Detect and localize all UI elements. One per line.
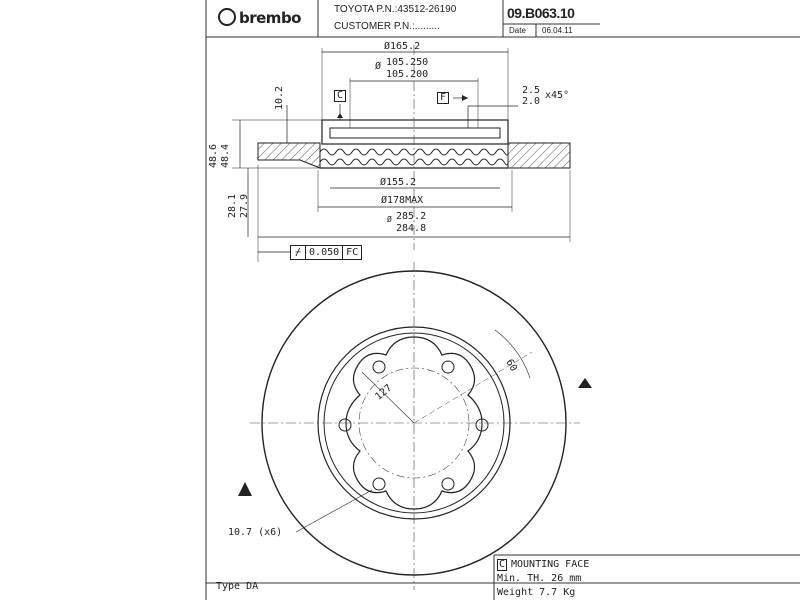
datum-f-box: F xyxy=(437,92,449,104)
hat-inner xyxy=(330,128,500,138)
type-label: Type DA xyxy=(216,581,259,592)
pcd-leader xyxy=(362,372,414,423)
dim-48-upper: 48.6 xyxy=(208,143,219,168)
brembo-mark-icon xyxy=(218,8,236,26)
bolt-hole-4 xyxy=(442,478,454,490)
date-value: 06.04.11 xyxy=(542,26,573,35)
dim-178-label: Ø178MAX xyxy=(381,195,424,206)
bolt-hole-5 xyxy=(373,478,385,490)
datum-c-arrow xyxy=(337,113,343,118)
note-min-thickness: Min. TH. 26 mm xyxy=(497,573,582,584)
chamfer-lower: 2.0 xyxy=(522,96,541,107)
dim-28-upper: 28.1 xyxy=(227,193,238,218)
hole-callout-label: 10.7 (x6) xyxy=(228,527,283,538)
hole-callout-leader xyxy=(296,490,372,532)
datum-f-arrow xyxy=(462,95,468,101)
note-mounting-face: MOUNTING FACE xyxy=(511,559,590,570)
dim-105-symbol: Ø xyxy=(375,61,382,72)
bolt-hole-2 xyxy=(442,361,454,373)
toyota-part-number: TOYOTA P.N.:43512-26190 xyxy=(334,4,457,15)
front-view xyxy=(238,262,592,590)
dim-105-upper: 105.250 xyxy=(386,57,429,68)
brand-name: brembo xyxy=(239,9,301,27)
customer-part-number: CUSTOMER P.N.:......... xyxy=(334,21,440,32)
runout-symbol-icon: ⌿ xyxy=(291,246,306,259)
pcd-label: 127 xyxy=(373,382,395,403)
rotation-arrow-left xyxy=(238,482,252,496)
date-label: Date xyxy=(509,26,526,35)
bolt-hole-1 xyxy=(373,361,385,373)
dim-155-label: Ø155.2 xyxy=(380,177,417,188)
dim-285-upper: 285.2 xyxy=(396,211,427,222)
rotation-arrow-right xyxy=(578,378,592,388)
runout-value: 0.050 xyxy=(306,246,343,259)
dim-285-lower: 284.8 xyxy=(396,223,427,234)
datum-c-box: C xyxy=(334,90,346,102)
note-datum-c: C xyxy=(499,559,506,570)
bolt-hole-6 xyxy=(339,419,351,431)
dim-285-symbol: Ø xyxy=(387,215,392,224)
brembo-part-number: 09.B063.10 xyxy=(507,5,575,21)
runout-tolerance-frame xyxy=(290,245,362,260)
chamfer-upper: 2.5 xyxy=(522,85,541,96)
note-weight: Weight 7.7 Kg xyxy=(497,587,576,598)
brand-logo xyxy=(218,8,301,27)
dim-10-label: 10.2 xyxy=(274,85,285,110)
dim-105-lower: 105.200 xyxy=(386,69,429,80)
left-ring-section xyxy=(258,143,320,168)
angle-label: 60 xyxy=(503,357,519,374)
dim-165-label: Ø165.2 xyxy=(384,41,421,52)
chamfer-angle: x45° xyxy=(545,90,570,101)
right-ring-section xyxy=(508,143,570,168)
dim-28-lower: 27.9 xyxy=(239,193,250,218)
runout-reference: FC xyxy=(346,247,359,258)
dim-48-lower: 48.4 xyxy=(220,143,231,168)
